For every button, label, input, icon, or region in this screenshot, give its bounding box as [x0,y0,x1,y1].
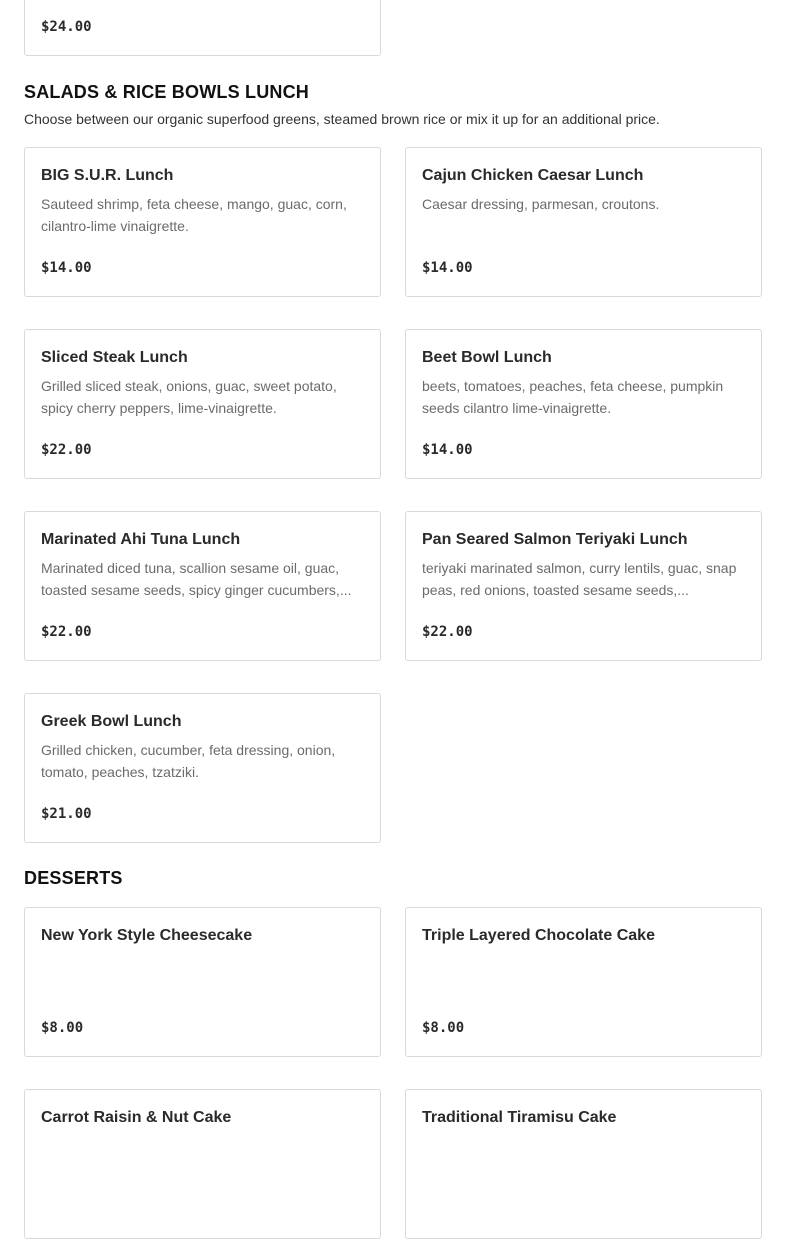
item-description: Grilled sliced steak, onions, guac, sweet potato, spicy cherry peppers, lime-vinaigrette. [41,378,337,416]
item-title: BIG S.U.R. Lunch [41,167,174,184]
section-title-desserts: DESSERTS [24,868,123,888]
menu-item-card[interactable] [405,511,762,661]
item-price: $21.00 [41,806,92,822]
menu-item-card[interactable] [24,329,381,479]
item-price: $14.00 [41,260,92,276]
menu-item-card[interactable] [24,511,381,661]
menu-item-card[interactable] [24,1089,381,1239]
menu-item-card[interactable] [24,693,381,843]
item-description: Grilled chicken, cucumber, feta dressing, onion, tomato, peaches, tzatziki. [41,742,336,780]
item-price: $8.00 [41,1020,84,1036]
item-price: $22.00 [41,624,92,640]
menu-item-card[interactable] [24,147,381,297]
section-description-salads: Choose between our organic superfood greens, steamed brown rice or mix it up for an additional price. [24,111,660,127]
item-title: Marinated Ahi Tuna Lunch [41,531,241,548]
item-price: $24.00 [41,19,92,35]
item-title: Triple Layered Chocolate Cake [422,927,655,944]
item-title: New York Style Cheesecake [41,927,253,944]
menu-item-card[interactable] [405,329,762,479]
menu-item-card[interactable] [405,147,762,297]
item-price: $22.00 [41,442,92,458]
menu-item-card[interactable] [405,907,762,1057]
item-price: $14.00 [422,260,473,276]
item-description: teriyaki marinated salmon, curry lentils, guac, snap peas, red onions, toasted sesame seeds,... [422,560,737,598]
item-price: $14.00 [422,442,473,458]
item-title: Beet Bowl Lunch [422,349,552,366]
section-title-salads: SALADS & RICE BOWLS LUNCH [24,82,309,102]
item-title: Cajun Chicken Caesar Lunch [422,167,644,184]
item-description: Sauteed shrimp, feta cheese, mango, guac, corn, cilantro-lime vinaigrette. [41,196,347,234]
item-description: Caesar dressing, parmesan, croutons. [422,196,660,212]
menu-item-card[interactable] [405,1089,762,1239]
item-title: Sliced Steak Lunch [41,349,188,366]
item-price: $8.00 [422,1020,465,1036]
item-title: Carrot Raisin & Nut Cake [41,1109,232,1126]
item-description: beets, tomatoes, peaches, feta cheese, pumpkin seeds cilantro lime-vinaigrette. [422,378,724,416]
item-title: Traditional Tiramisu Cake [422,1109,617,1126]
item-title: Greek Bowl Lunch [41,713,182,730]
menu-item-card[interactable] [24,0,381,56]
item-description: Marinated diced tuna, scallion sesame oil, guac, toasted sesame seeds, spicy ginger cucumbers,... [41,560,352,598]
item-price: $22.00 [422,624,473,640]
menu-item-card[interactable] [24,907,381,1057]
item-title: Pan Seared Salmon Teriyaki Lunch [422,531,688,548]
